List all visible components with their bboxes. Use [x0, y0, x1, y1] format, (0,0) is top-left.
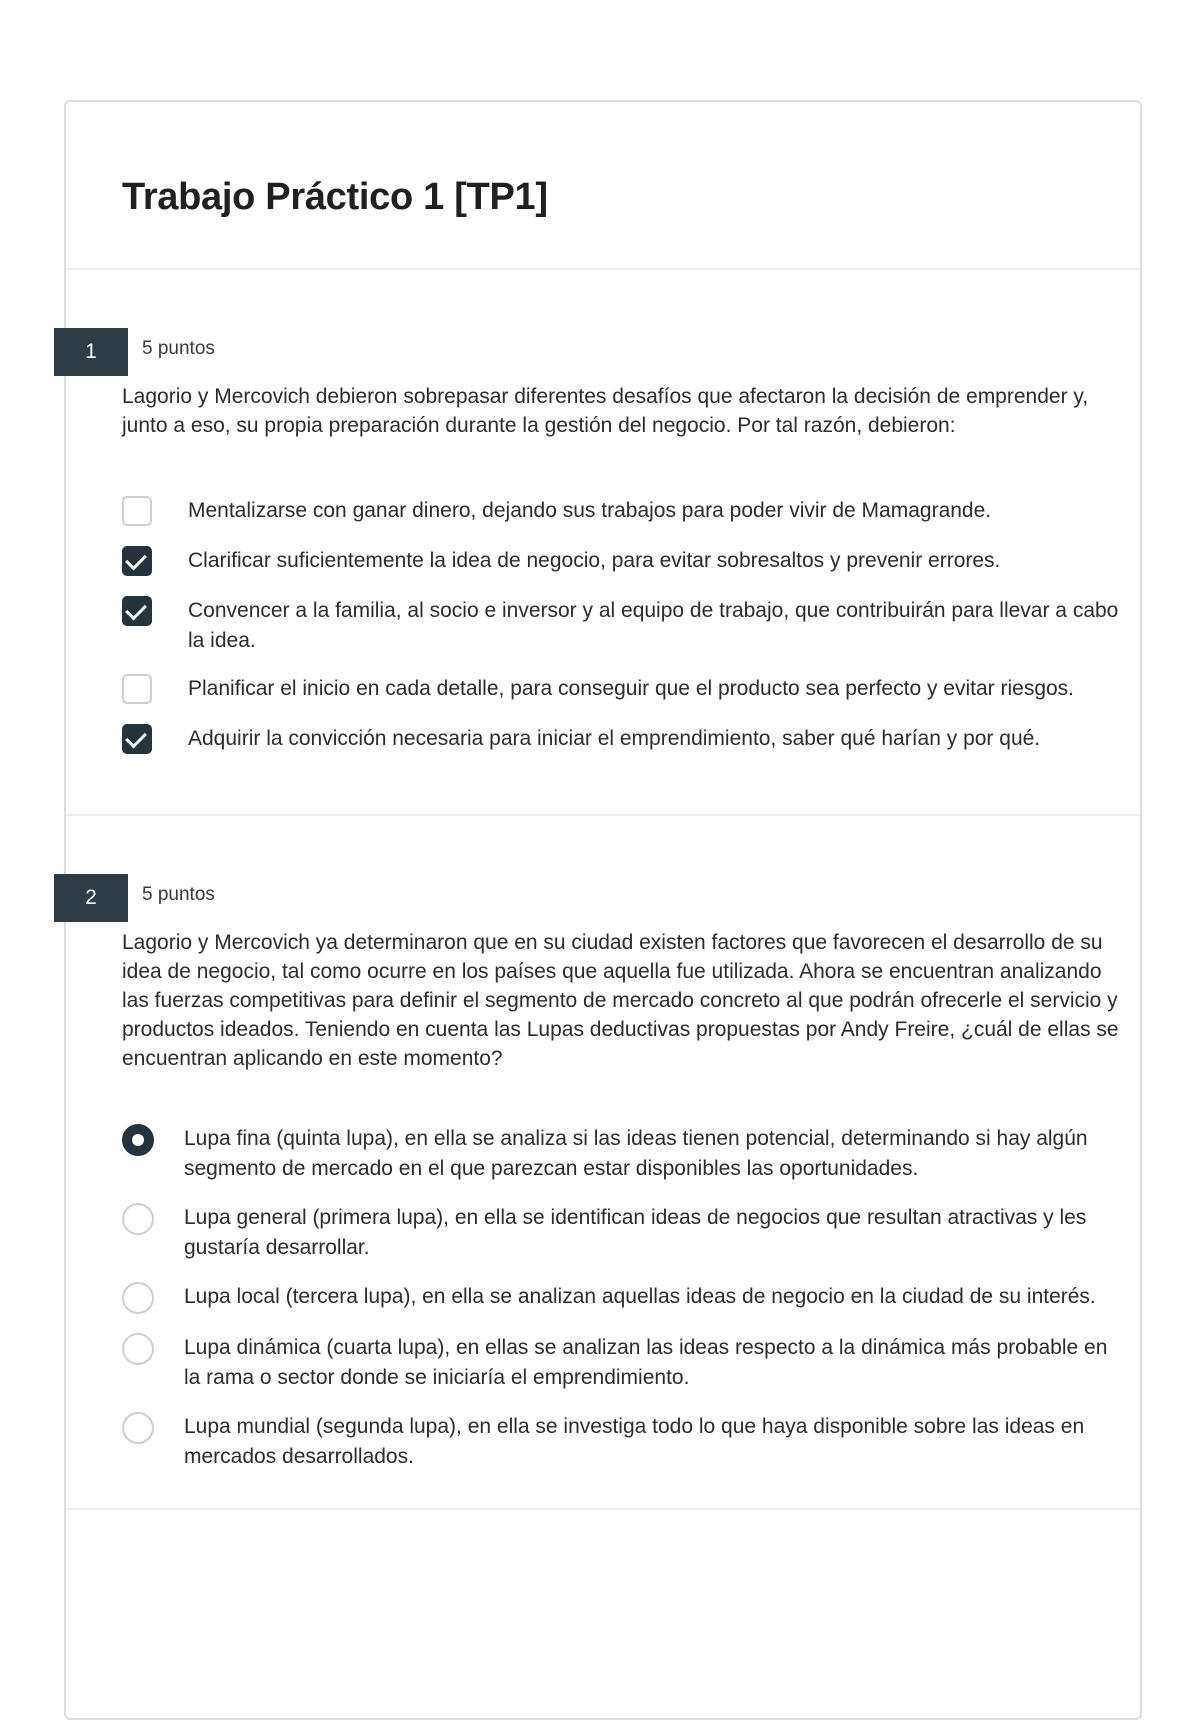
checkbox-option[interactable] — [122, 674, 1122, 706]
question-points: 5 puntos — [142, 338, 215, 359]
radio-option[interactable] — [122, 1282, 1122, 1314]
radio-options — [122, 1124, 1122, 1491]
question-number-badge: 1 — [54, 328, 128, 376]
radio-button[interactable] — [122, 1412, 154, 1444]
radio-option[interactable] — [122, 1203, 1122, 1263]
checkbox-option[interactable] — [122, 724, 1122, 756]
question-prompt: Lagorio y Mercovich debieron sobrepasar diferentes desafíos que afectaron la decisión de emprender y, junto a eso, su propia preparación durante la gestión del negocio. Por tal razón, debieron: — [122, 385, 1089, 437]
radio-dot-icon — [132, 1134, 144, 1146]
question-prompt: Lagorio y Mercovich ya determinaron que en su ciudad existen factores que favorecen el desarrollo de su idea de negocio, tal como ocurre en los países que aquella fue utilizada. Ahora se encuentran analizando las fuerzas competitivas para definir el segmento de mercado concreto al que podrán ofrecerle el servicio y productos ideados. Teniendo en cuenta las Lupas deductivas propuestas por Andy Freire, ¿cuál de ellas se encuentran aplicando en este momento? — [122, 931, 1119, 1070]
quiz-header — [66, 102, 1140, 270]
page-title: Trabajo Práctico 1 [TP1] — [122, 176, 548, 218]
check-icon — [125, 549, 147, 571]
checkbox-option[interactable] — [122, 496, 1122, 528]
radio-option[interactable] — [122, 1412, 1122, 1472]
question-1 — [66, 268, 1140, 816]
radio-button[interactable] — [122, 1282, 154, 1314]
checkbox-options — [122, 496, 1122, 774]
option-label: Planificar el inicio en cada detalle, para conseguir que el producto sea perfecto y evitar riesgos. — [188, 677, 1075, 700]
question-number-badge: 2 — [54, 874, 128, 922]
radio-option[interactable] — [122, 1124, 1122, 1184]
radio-button[interactable] — [122, 1124, 154, 1156]
option-label: Lupa mundial (segunda lupa), en ella se investiga todo lo que haya disponible sobre las ideas en mercados desarrollados. — [184, 1415, 1085, 1468]
question-points: 5 puntos — [142, 884, 215, 905]
checkbox-option[interactable] — [122, 546, 1122, 578]
option-label: Adquirir la convicción necesaria para iniciar el emprendimiento, saber qué harían y por qué. — [188, 727, 1041, 750]
option-label: Clarificar suficientemente la idea de negocio, para evitar sobresaltos y prevenir errores. — [188, 549, 1001, 572]
question-2 — [66, 814, 1140, 1510]
checkbox[interactable] — [122, 724, 152, 754]
check-icon — [125, 599, 147, 621]
check-icon — [125, 727, 147, 749]
option-label: Lupa general (primera lupa), en ella se identifican ideas de negocios que resultan atractivas y les gustaría desarrollar. — [184, 1206, 1087, 1259]
radio-button[interactable] — [122, 1333, 154, 1365]
checkbox-option[interactable] — [122, 596, 1122, 656]
option-label: Convencer a la familia, al socio e inversor y al equipo de trabajo, que contribuirán para llevar a cabo la idea. — [188, 599, 1119, 652]
option-label: Mentalizarse con ganar dinero, dejando sus trabajos para poder vivir de Mamagrande. — [188, 499, 992, 522]
checkbox[interactable] — [122, 596, 152, 626]
option-label: Lupa fina (quinta lupa), en ella se analiza si las ideas tienen potencial, determinando si hay algún segmento de mercado en el que parezcan estar disponibles las oportunidades. — [184, 1127, 1088, 1180]
option-label: Lupa local (tercera lupa), en ella se analizan aquellas ideas de negocio en la ciudad de su interés. — [184, 1285, 1096, 1308]
checkbox[interactable] — [122, 674, 152, 704]
checkbox[interactable] — [122, 496, 152, 526]
checkbox[interactable] — [122, 546, 152, 576]
quiz-card — [64, 100, 1142, 1720]
radio-option[interactable] — [122, 1333, 1122, 1393]
radio-button[interactable] — [122, 1203, 154, 1235]
option-label: Lupa dinámica (cuarta lupa), en ellas se analizan las ideas respecto a la dinámica más probable en la rama o sector donde se iniciaría el emprendimiento. — [184, 1336, 1108, 1389]
